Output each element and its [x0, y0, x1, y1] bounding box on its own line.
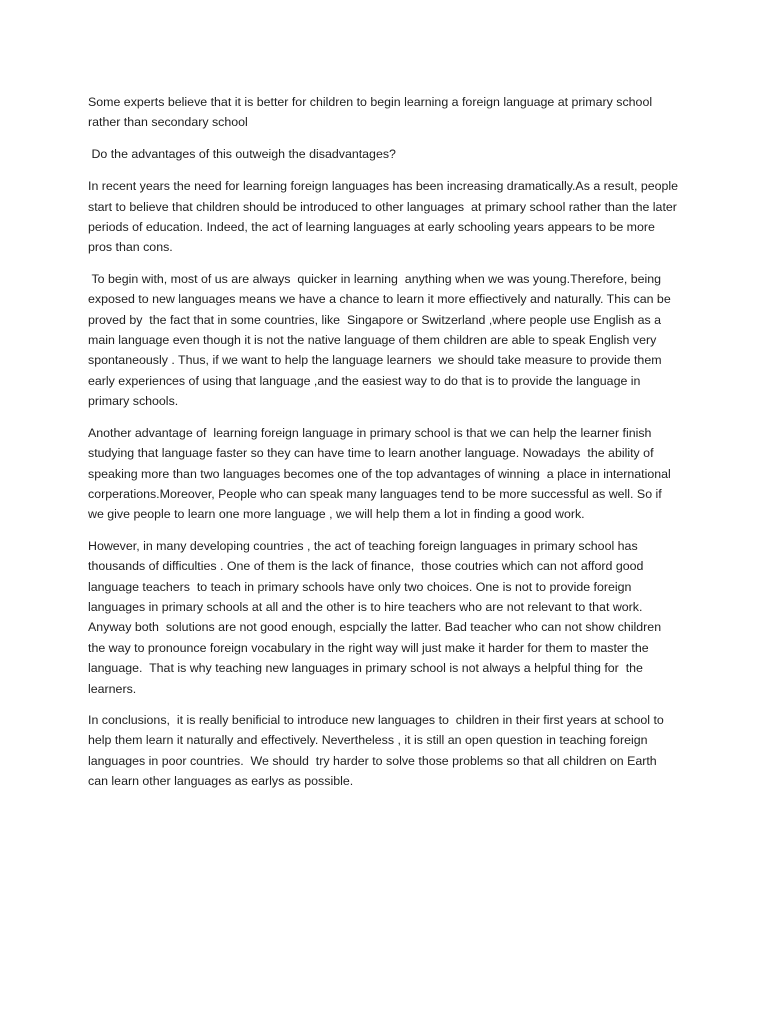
advantage-paragraph-2: Another advantage of learning foreign language in primary school is that we can help the learner finish studying that language faster so they can have time to learn another language. Nowadays the ability of speaking more than two languages becomes one of the top advantages of winning a place in international corperations.Moreover, People who can speak many languages tend to be more successful as well. So if we give people to learn one more language , we will help them a lot in finding a good work. [88, 425, 675, 522]
conclusion-paragraph: In conclusions, it is really benificial to introduce new languages to children in their first years at school to help them learn it naturally and effectively. Nevertheless , it is still an open question in teaching foreign languages in poor countries. We should try harder to solve those problems so that all children on Earth can learn other languages as earlys as possible. [88, 712, 671, 789]
essay-question: Do the advantages of this outweigh the disadvantages? [88, 146, 396, 161]
advantage-paragraph-1: To begin with, most of us are always quicker in learning anything when we was young.Therefore, being exposed to new languages means we have a chance to learn it more effiectively and naturally. This can be proved by the fact that in some countries, like Singapore or Switzerland ,where people use English as a main language even though it is not the native language of them children are able to speak English very spontaneously . Thus, if we want to help the language learners we should take measure to provide them early experiences of using that language ,and the easiest way to do that is to provide the language in primary schools. [88, 271, 675, 409]
essay-prompt: Some experts believe that it is better for children to begin learning a foreign language at primary school rather than secondary school [88, 95, 656, 130]
document-page [88, 92, 685, 803]
introduction-paragraph: In recent years the need for learning foreign languages has been increasing dramatically.As a result, people start to believe that children should be introduced to other languages at primary school rather than the later periods of education. Indeed, the act of learning languages at early schooling years appears to be more pros than cons. [88, 179, 685, 255]
disadvantage-paragraph: However, in many developing countries , the act of teaching foreign languages in primary school has thousands of difficulties . One of them is the lack of finance, those coutries which can not afford good language teachers to teach in primary schools have only two choices. One is not to provide foreign languages in primary schools at all and the other is to hire teachers who are not relevant to that work. Anyway both solutions are not good enough, espcially the latter. Bad teacher who can not show children the way to pronounce foreign vocabulary in the right way will just make it harder for them to master the language. That is why teaching new languages in primary school is not always a helpful thing for the learners. [88, 538, 665, 696]
